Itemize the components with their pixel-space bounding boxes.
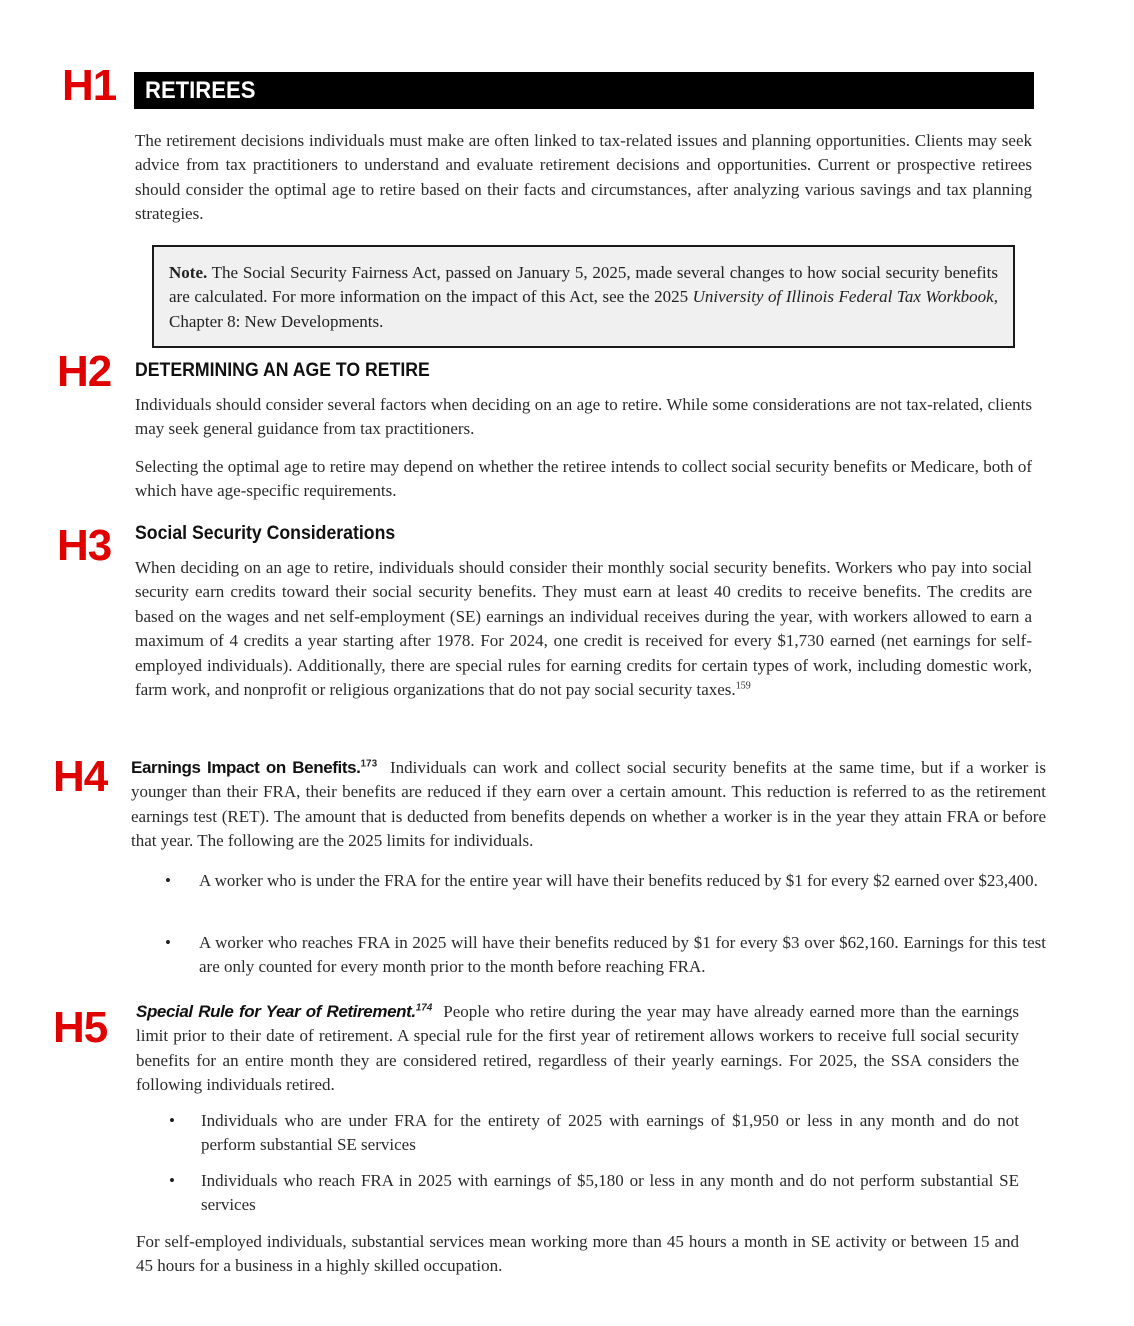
note-text: [169, 261, 998, 334]
h2-marker: H2: [57, 347, 112, 396]
h5-bullet-1: Individuals who are under FRA for the entirety of 2025 with earnings of $1,950 or less in any month and do not perform substantial SE services: [201, 1111, 1019, 1155]
h2-heading: DETERMINING AN AGE TO RETIRE: [135, 360, 430, 381]
h5-paragraph-text: People who retire during the year may have already earned more than the earnings limit prior to their date of retirement. A special rule for the first year of retirement allows workers to receive full social security benefits for an entire month they are considered retired, regardless of their yearly earnings. For 2025, the SSA considers the following individuals retired.: [136, 1002, 1020, 1095]
note-text-before: The Social Security Fairness Act, passed on January 5, 2025, made several changes to how social security benefits are calculated. For more information on the impact of this Act, see the 2025: [169, 263, 998, 307]
note-italic-title: University of Illinois Federal Tax Workbook,: [692, 287, 998, 307]
h5-runin-heading: Special Rule for Year of Retirement.: [136, 1002, 416, 1021]
h5-paragraph: [136, 1000, 1019, 1098]
h5-bullet-2: Individuals who reach FRA in 2025 with earnings of $5,180 or less in any month and do not perform substantial SE services: [201, 1171, 1019, 1215]
h3-heading: Social Security Considerations: [135, 523, 396, 544]
h5-marker: H5: [53, 1003, 108, 1052]
h4-runin-heading: Earnings Impact on Benefits.: [131, 758, 361, 777]
h5-bullet-1-dot: •: [169, 1111, 175, 1130]
h3-paragraph: [135, 556, 1032, 702]
h2-paragraph-1: Individuals should consider several factors when deciding on an age to retire. While some considerations are not tax-related, clients may seek general guidance from tax practitioners.: [135, 395, 1032, 439]
h5-bullet-2-dot: •: [169, 1171, 175, 1190]
h4-paragraph-text: Individuals can work and collect social security benefits at the same time, but if a worker is younger than their FRA, their benefits are reduced if they earn over a certain amount. This reduction is referred to as the retirement earnings test (RET). The amount that is deducted from benefits depends on whether a worker is in the year they attain FRA or before that year. The following are the 2025 limits for individuals.: [131, 758, 1046, 851]
h5-closing-paragraph: For self-employed individuals, substantial services mean working more than 45 hours a month in SE activity or between 15 and 45 hours for a business in a highly skilled occupation.: [136, 1232, 1019, 1276]
h1-marker: H1: [62, 61, 117, 110]
h3-marker: H3: [57, 521, 112, 570]
h4-bullet-2: A worker who reaches FRA in 2025 will have their benefits reduced by $1 for every $3 over $62,160. Earnings for this test are only counted for every month prior to the month before reaching FRA.: [199, 933, 1046, 977]
h5-footnote: 174: [415, 1002, 433, 1014]
h4-marker: H4: [53, 752, 108, 801]
h4-footnote: 173: [360, 758, 378, 770]
section-title-bar: [134, 72, 1034, 109]
h3-footnote: 159: [735, 680, 751, 692]
intro-paragraph: The retirement decisions individuals must make are often linked to tax-related issues and planning opportunities. Clients may seek advice from tax practitioners to understand and evaluate retirement decisions and opportunities. Current or prospective retirees should consider the optimal age to retire based on their facts and circumstances, after analyzing various savings and tax planning strategies.: [135, 131, 1032, 224]
section-title: RETIREES: [145, 77, 256, 104]
note-label: Note.: [169, 263, 208, 282]
note-text-after: Chapter 8: New Developments.: [169, 311, 384, 331]
note-box: [152, 245, 1015, 348]
h4-bullet-1-dot: •: [165, 871, 171, 890]
h4-bullet-2-dot: •: [165, 933, 171, 952]
h2-paragraph-2: Selecting the optimal age to retire may depend on whether the retiree intends to collect social security benefits or Medicare, both of which have age-specific requirements.: [135, 457, 1032, 501]
h4-bullet-1: A worker who is under the FRA for the entire year will have their benefits reduced by $1 for every $2 earned over $23,400.: [199, 871, 1038, 890]
h4-paragraph: [131, 756, 1046, 854]
h3-paragraph-text: When deciding on an age to retire, individuals should consider their monthly social security benefits. Workers who pay into social security earn credits toward their social security benefits. They must earn at least 40 credits to receive benefits. The credits are based on the wages and net self-employment (SE) earnings an individual receives during the year, with workers allowed to earn a maximum of 4 credits a year starting after 1978. For 2024, one credit is received for every $1,730 earned (net earnings for self-employed individuals). Additionally, there are special rules for earning credits for certain types of work, including domestic work, farm work, and nonprofit or religious organizations that do not pay social security taxes.: [135, 558, 1032, 700]
